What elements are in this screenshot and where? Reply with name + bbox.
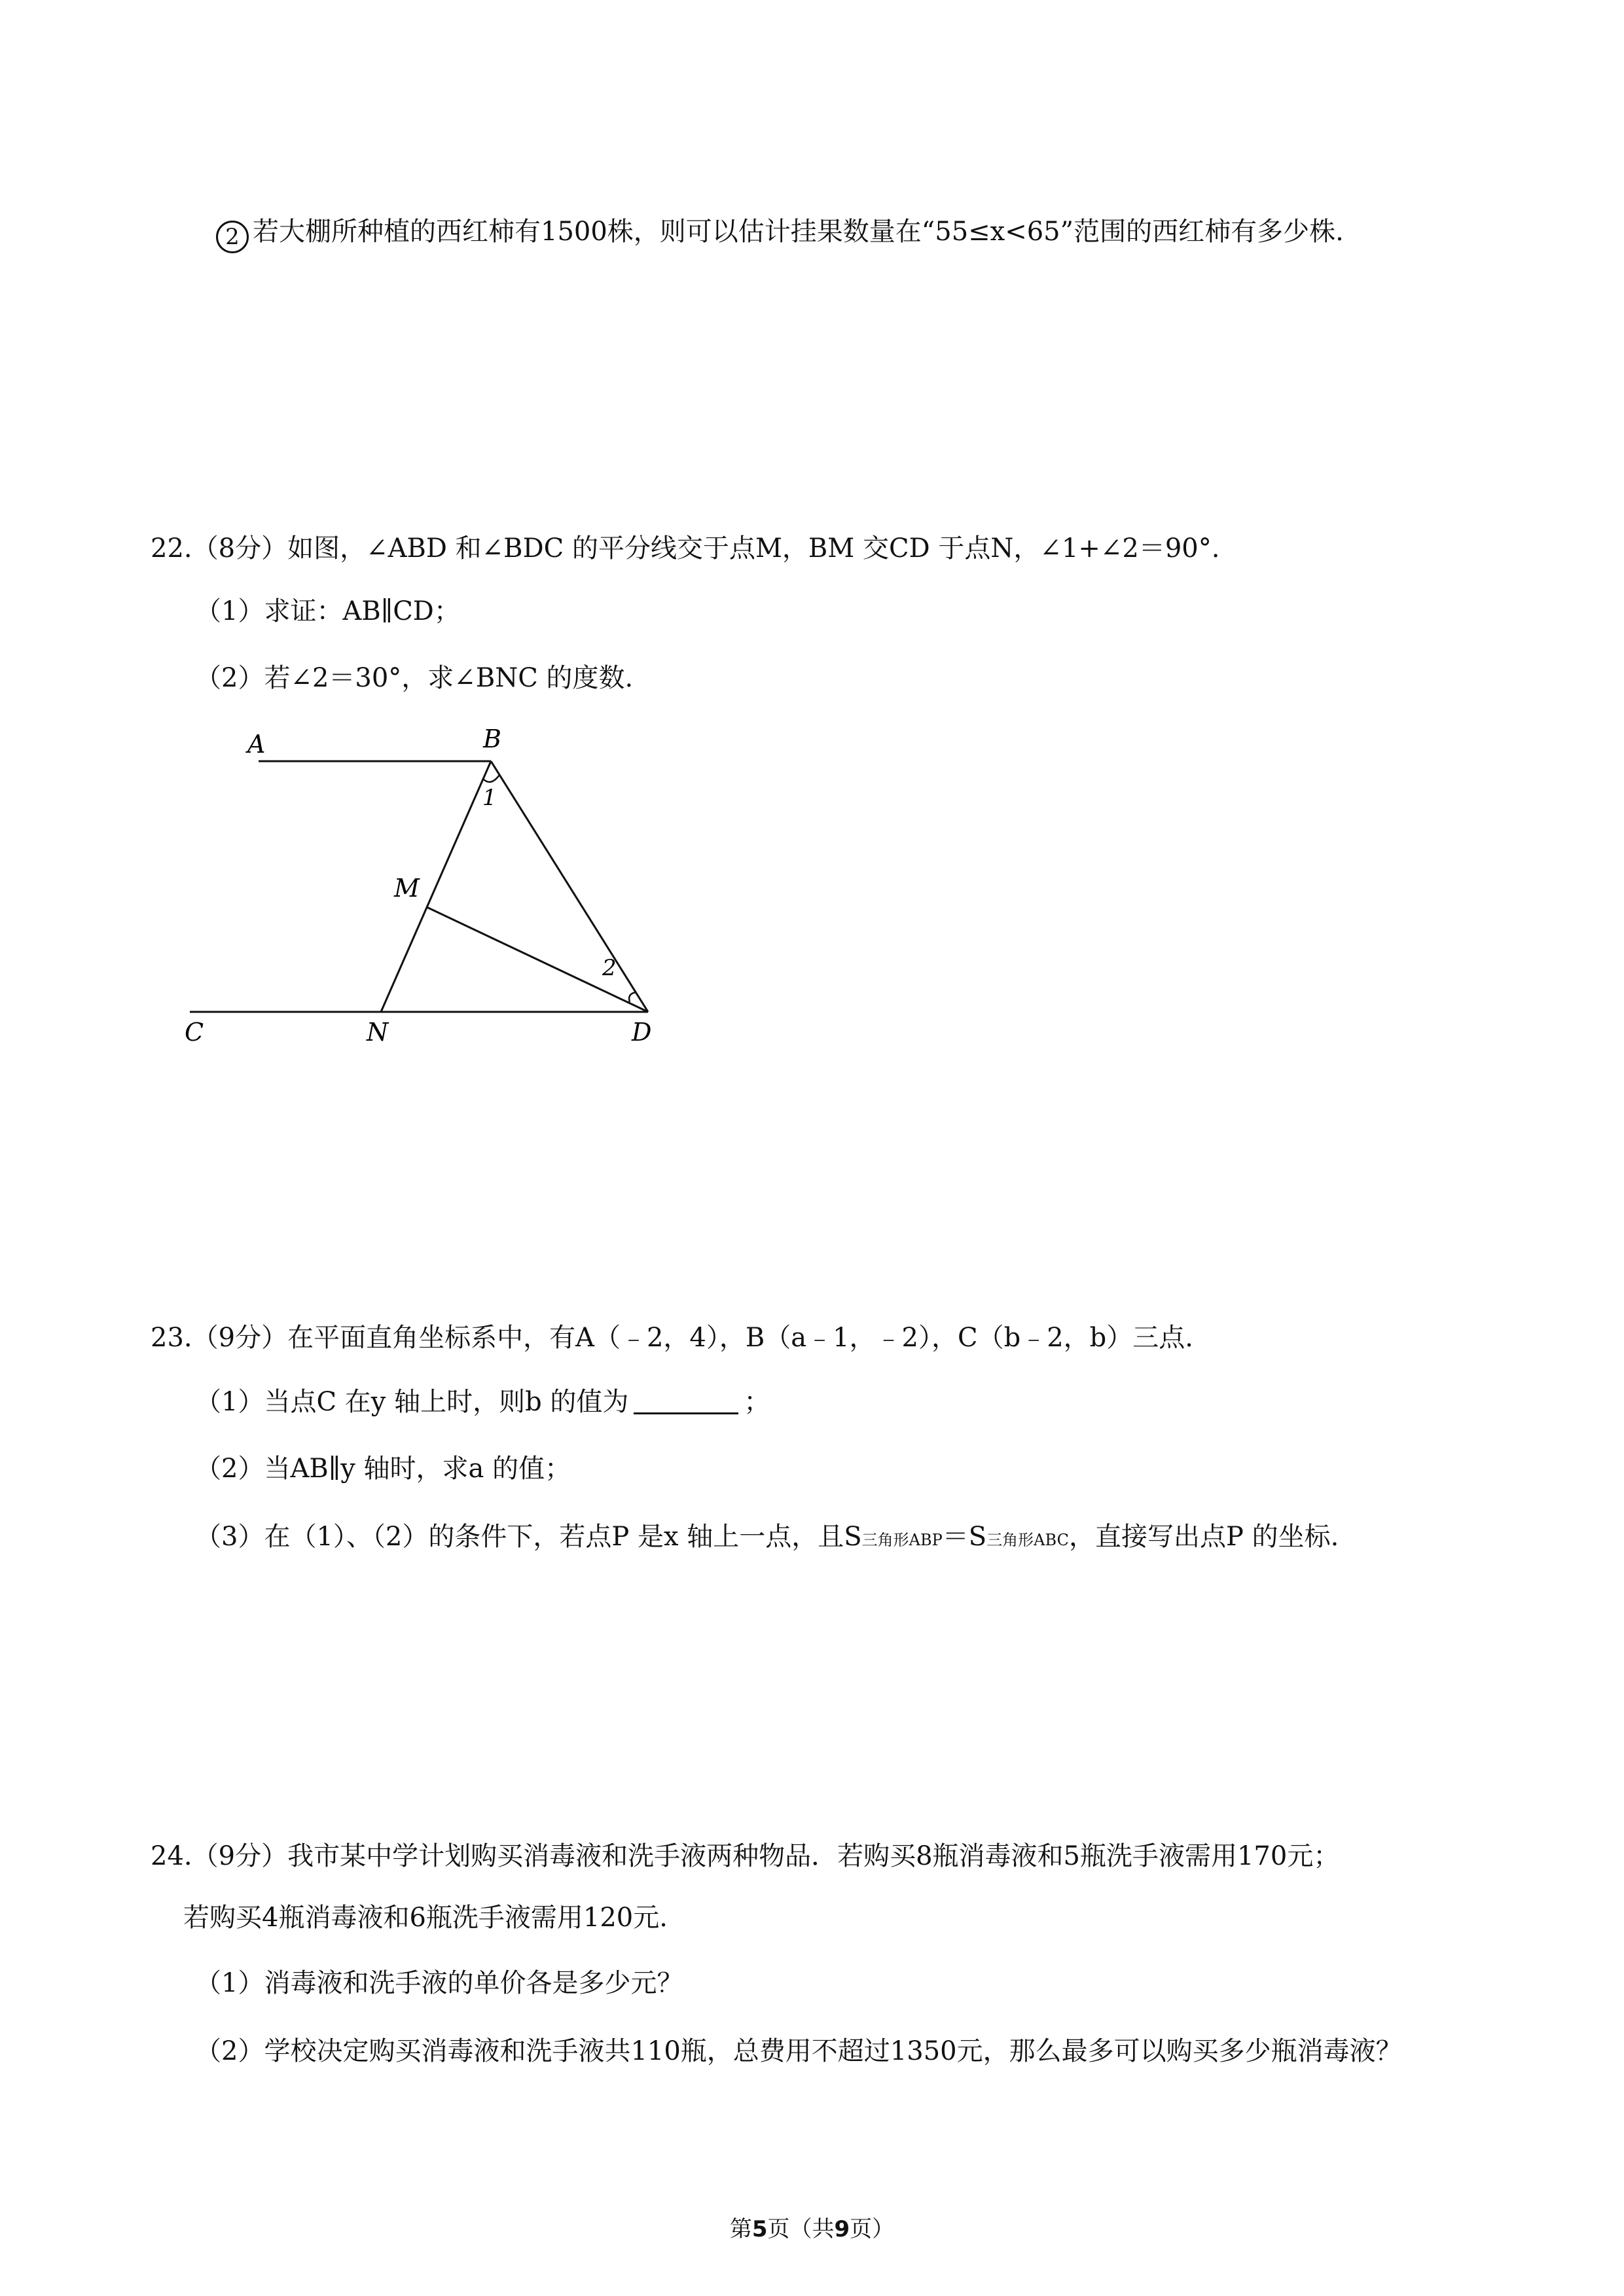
q24-number: 24. bbox=[151, 1841, 192, 1871]
q24-part1: （1）消毒液和洗手液的单价各是多少元？ bbox=[195, 1968, 683, 1998]
q22-part2: （2）若∠2＝30°，求∠BNC 的度数. bbox=[195, 663, 634, 693]
label-angle-2: 2 bbox=[602, 955, 617, 981]
q23-part1-text: （1）当点C 在y 轴上时，则b 的值为 bbox=[195, 1387, 629, 1417]
q23-part1 bbox=[195, 1384, 770, 1420]
label-C: C bbox=[185, 1018, 204, 1047]
q24-stem-line1 bbox=[151, 1838, 1339, 1874]
angle-1-arc bbox=[483, 775, 499, 782]
q23-part3-text-a: （3）在（1）、（2）的条件下，若点P 是x 轴上一点，且S bbox=[195, 1522, 862, 1552]
label-M: M bbox=[394, 874, 420, 903]
footer-middle: 页（共 bbox=[767, 2216, 835, 2242]
q23-score: （9分） bbox=[192, 1323, 288, 1353]
q24-stem-text1: 我市某中学计划购买消毒液和洗手液两种物品．若购买8瓶消毒液和5瓶洗手液需用170元； bbox=[287, 1841, 1340, 1871]
q23-area-subscript-1: 三角形ABP bbox=[861, 1531, 943, 1549]
q23-part2: （2）当AB∥y 轴时，求a 的值； bbox=[195, 1454, 571, 1484]
label-B: B bbox=[483, 725, 501, 753]
q23-stem-text: 在平面直角坐标系中，有A（﹣2，4），B（a﹣1，﹣2），C（b﹣2，b）三点. bbox=[287, 1323, 1193, 1353]
answer-blank bbox=[634, 1386, 738, 1414]
q23-part1-end: ； bbox=[744, 1387, 770, 1417]
q22-stem-text: 如图，∠ABD 和∠BDC 的平分线交于点M，BM 交CD 于点N，∠1+∠2＝90°. bbox=[287, 533, 1220, 564]
footer-suffix: 页） bbox=[850, 2216, 895, 2242]
q22-stem bbox=[151, 530, 1219, 567]
label-angle-1: 1 bbox=[482, 785, 497, 811]
q21-part2 bbox=[216, 213, 1344, 253]
footer-total-pages: 9 bbox=[834, 2216, 850, 2242]
footer-page-number: 5 bbox=[751, 2216, 768, 2242]
q23-stem bbox=[151, 1319, 1193, 1356]
q22-number: 22. bbox=[151, 533, 192, 564]
circled-number-marker: 2 bbox=[216, 221, 249, 253]
angle-2-arc bbox=[629, 992, 636, 1002]
q23-part3 bbox=[195, 1518, 1339, 1558]
page-footer bbox=[0, 2211, 1624, 2243]
q21-part2-text: 若大棚所种植的西红柿有1500株，则可以估计挂果数量在“55≤x<65”范围的西红柿有多少株. bbox=[253, 217, 1344, 247]
label-N: N bbox=[367, 1018, 389, 1047]
q22-part1: （1）求证：AB∥CD； bbox=[195, 596, 460, 626]
q22-score: （8分） bbox=[192, 533, 288, 564]
q23-number: 23. bbox=[151, 1323, 192, 1353]
q24-stem-line2: 若购买4瓶消毒液和6瓶洗手液需用120元. bbox=[183, 1903, 668, 1933]
q23-area-subscript-2: 三角形ABC bbox=[986, 1531, 1069, 1549]
q23-part3-text-c: ，直接写出点P 的坐标. bbox=[1068, 1522, 1339, 1552]
q24-score: （9分） bbox=[192, 1841, 288, 1871]
q23-part3-text-b: ＝S bbox=[942, 1522, 987, 1552]
label-D: D bbox=[632, 1018, 652, 1047]
label-A: A bbox=[247, 730, 266, 759]
q24-part2: （2）学校决定购买消毒液和洗手液共110瓶，总费用不超过1350元，那么最多可以购买多少瓶消毒液？ bbox=[195, 2036, 1402, 2066]
footer-prefix: 第 bbox=[729, 2216, 752, 2242]
q22-geometry-figure bbox=[170, 713, 681, 1054]
